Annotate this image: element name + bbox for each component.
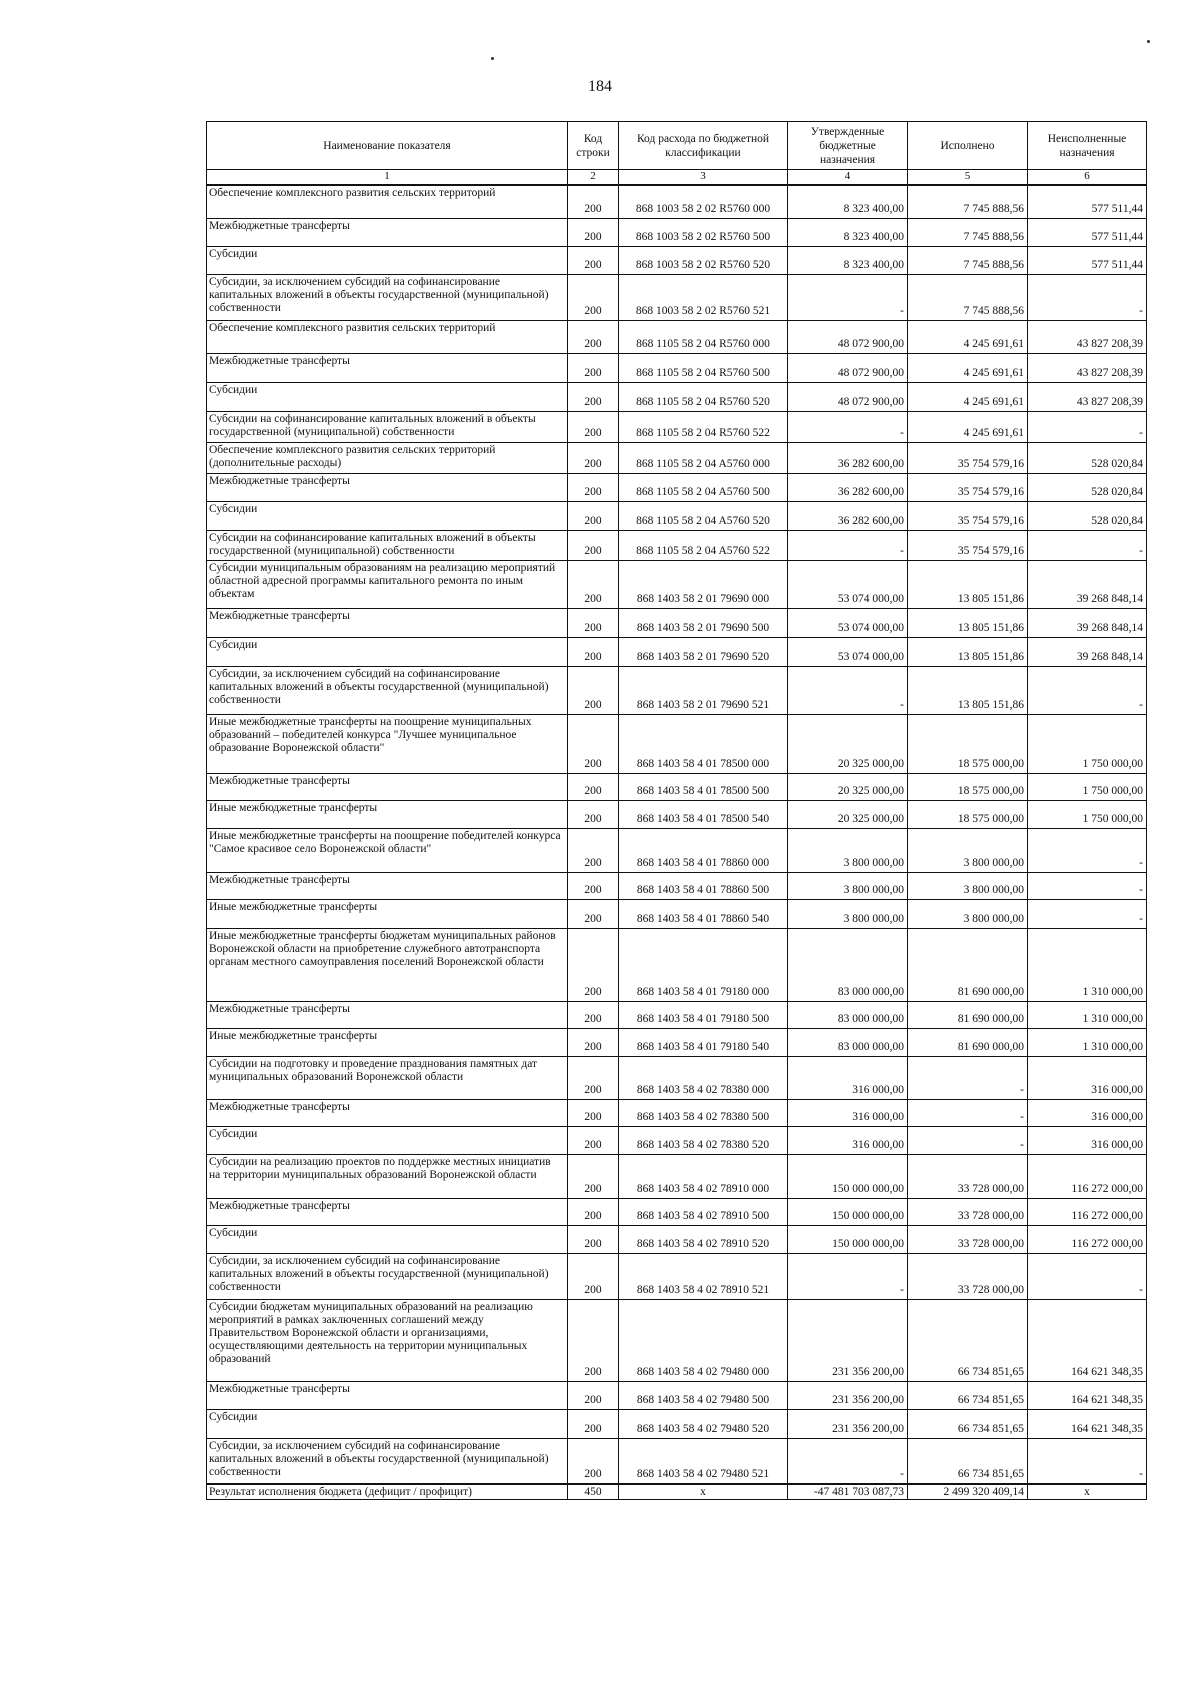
row-name: Иные межбюджетные трансферты bbox=[207, 800, 568, 828]
row-executed: 7 745 888,56 bbox=[908, 274, 1028, 320]
row-code: 200 bbox=[568, 899, 619, 928]
table-row bbox=[207, 320, 1147, 353]
row-approved: 150 000 000,00 bbox=[788, 1198, 908, 1225]
row-approved: 53 074 000,00 bbox=[788, 637, 908, 666]
row-name: Иные межбюджетные трансферты на поощрение муниципальных образований – победителей конкурса "Лучшее муниципальное образование Воронежской области" bbox=[207, 714, 568, 773]
row-name: Субсидии bbox=[207, 1225, 568, 1253]
row-classification: 868 1403 58 4 02 78910 521 bbox=[619, 1253, 788, 1299]
row-classification: 868 1003 58 2 02 R5760 521 bbox=[619, 274, 788, 320]
column-number: 4 bbox=[788, 170, 908, 186]
row-name: Межбюджетные трансферты bbox=[207, 1381, 568, 1409]
row-classification: 868 1403 58 4 01 79180 000 bbox=[619, 928, 788, 1001]
total-approved: -47 481 703 087,73 bbox=[788, 1484, 908, 1500]
row-classification: 868 1403 58 4 01 78860 500 bbox=[619, 872, 788, 899]
row-unexecuted: 43 827 208,39 bbox=[1028, 320, 1147, 353]
row-name: Обеспечение комплексного развития сельских территорий bbox=[207, 320, 568, 353]
row-approved: 53 074 000,00 bbox=[788, 608, 908, 637]
row-code: 200 bbox=[568, 1099, 619, 1126]
row-code: 200 bbox=[568, 530, 619, 560]
row-name: Субсидии bbox=[207, 637, 568, 666]
row-approved: 316 000,00 bbox=[788, 1126, 908, 1154]
table-row bbox=[207, 608, 1147, 637]
row-approved: 150 000 000,00 bbox=[788, 1225, 908, 1253]
row-unexecuted: 316 000,00 bbox=[1028, 1126, 1147, 1154]
table-row bbox=[207, 1001, 1147, 1028]
row-approved: 231 356 200,00 bbox=[788, 1299, 908, 1381]
row-approved: - bbox=[788, 274, 908, 320]
table-row bbox=[207, 246, 1147, 274]
row-name: Иные межбюджетные трансферты на поощрение победителей конкурса "Самое красивое село Воронежской области" bbox=[207, 828, 568, 872]
column-number: 6 bbox=[1028, 170, 1147, 186]
row-executed: 35 754 579,16 bbox=[908, 473, 1028, 501]
row-approved: 8 323 400,00 bbox=[788, 218, 908, 246]
row-classification: 868 1105 58 2 04 A5760 500 bbox=[619, 473, 788, 501]
row-approved: 3 800 000,00 bbox=[788, 872, 908, 899]
row-executed: 35 754 579,16 bbox=[908, 442, 1028, 473]
row-unexecuted: 577 511,44 bbox=[1028, 218, 1147, 246]
row-unexecuted: 577 511,44 bbox=[1028, 246, 1147, 274]
table-row bbox=[207, 501, 1147, 530]
row-code: 200 bbox=[568, 411, 619, 442]
row-classification: 868 1403 58 4 01 78860 000 bbox=[619, 828, 788, 872]
row-code: 200 bbox=[568, 872, 619, 899]
table-row bbox=[207, 1438, 1147, 1484]
row-unexecuted: - bbox=[1028, 1438, 1147, 1484]
table-header bbox=[207, 122, 1147, 186]
row-classification: 868 1403 58 4 01 79180 540 bbox=[619, 1028, 788, 1056]
row-code: 200 bbox=[568, 666, 619, 714]
row-executed: - bbox=[908, 1099, 1028, 1126]
row-unexecuted: - bbox=[1028, 274, 1147, 320]
row-unexecuted: 1 310 000,00 bbox=[1028, 1001, 1147, 1028]
row-name: Межбюджетные трансферты bbox=[207, 1198, 568, 1225]
row-code: 200 bbox=[568, 1299, 619, 1381]
row-classification: 868 1003 58 2 02 R5760 000 bbox=[619, 185, 788, 218]
row-executed: 33 728 000,00 bbox=[908, 1154, 1028, 1198]
page-number: 184 bbox=[588, 78, 612, 95]
row-executed: 3 800 000,00 bbox=[908, 828, 1028, 872]
row-classification: 868 1403 58 4 01 78500 540 bbox=[619, 800, 788, 828]
row-code: 200 bbox=[568, 382, 619, 411]
row-executed: 81 690 000,00 bbox=[908, 1001, 1028, 1028]
table-row bbox=[207, 274, 1147, 320]
row-code: 200 bbox=[568, 1126, 619, 1154]
row-name: Субсидии на софинансирование капитальных вложений в объекты государственной (муниципальной) собственности bbox=[207, 530, 568, 560]
table-body bbox=[207, 185, 1147, 1484]
row-unexecuted: 43 827 208,39 bbox=[1028, 353, 1147, 382]
table-row bbox=[207, 353, 1147, 382]
row-code: 200 bbox=[568, 1253, 619, 1299]
row-executed: 13 805 151,86 bbox=[908, 608, 1028, 637]
row-executed: 13 805 151,86 bbox=[908, 666, 1028, 714]
row-name: Субсидии, за исключением субсидий на софинансирование капитальных вложений в объекты государственной (муниципальной) собственности bbox=[207, 274, 568, 320]
table-row bbox=[207, 1299, 1147, 1381]
table-row bbox=[207, 1409, 1147, 1438]
table-row bbox=[207, 1099, 1147, 1126]
header-code: Код строки bbox=[568, 122, 619, 170]
row-approved: - bbox=[788, 411, 908, 442]
row-code: 200 bbox=[568, 1381, 619, 1409]
row-unexecuted: 116 272 000,00 bbox=[1028, 1198, 1147, 1225]
row-name: Субсидии на софинансирование капитальных вложений в объекты государственной (муниципальной) собственности bbox=[207, 411, 568, 442]
row-code: 200 bbox=[568, 274, 619, 320]
row-unexecuted: - bbox=[1028, 899, 1147, 928]
header-classification: Код расхода по бюджетной классификации bbox=[619, 122, 788, 170]
row-approved: 20 325 000,00 bbox=[788, 800, 908, 828]
row-approved: 36 282 600,00 bbox=[788, 442, 908, 473]
row-code: 200 bbox=[568, 608, 619, 637]
row-classification: 868 1105 58 2 04 A5760 000 bbox=[619, 442, 788, 473]
row-name: Субсидии бюджетам муниципальных образований на реализацию мероприятий в рамках заключенных соглашений между Правительством Воронежской области и организациями, осуществляющими деятельность на территории муниципальных образований bbox=[207, 1299, 568, 1381]
row-code: 200 bbox=[568, 1225, 619, 1253]
row-name: Иные межбюджетные трансферты bbox=[207, 899, 568, 928]
row-code: 200 bbox=[568, 1438, 619, 1484]
table-row bbox=[207, 1381, 1147, 1409]
row-code: 200 bbox=[568, 353, 619, 382]
row-unexecuted: - bbox=[1028, 828, 1147, 872]
row-unexecuted: 1 750 000,00 bbox=[1028, 800, 1147, 828]
row-unexecuted: 39 268 848,14 bbox=[1028, 608, 1147, 637]
row-unexecuted: 1 750 000,00 bbox=[1028, 714, 1147, 773]
row-executed: 35 754 579,16 bbox=[908, 501, 1028, 530]
row-name: Субсидии, за исключением субсидий на софинансирование капитальных вложений в объекты государственной (муниципальной) собственности bbox=[207, 1253, 568, 1299]
row-approved: 48 072 900,00 bbox=[788, 353, 908, 382]
row-code: 200 bbox=[568, 1056, 619, 1099]
row-code: 200 bbox=[568, 773, 619, 800]
total-row bbox=[207, 1484, 1147, 1500]
row-executed: 13 805 151,86 bbox=[908, 637, 1028, 666]
row-classification: 868 1403 58 4 02 79480 521 bbox=[619, 1438, 788, 1484]
row-approved: 3 800 000,00 bbox=[788, 899, 908, 928]
row-name: Субсидии bbox=[207, 501, 568, 530]
row-approved: - bbox=[788, 666, 908, 714]
row-executed: 66 734 851,65 bbox=[908, 1381, 1028, 1409]
row-unexecuted: 577 511,44 bbox=[1028, 185, 1147, 218]
row-unexecuted: 39 268 848,14 bbox=[1028, 560, 1147, 608]
row-unexecuted: - bbox=[1028, 530, 1147, 560]
row-name: Субсидии муниципальным образованиям на реализацию мероприятий областной адресной программы капитального ремонта по иным объектам bbox=[207, 560, 568, 608]
row-name: Межбюджетные трансферты bbox=[207, 608, 568, 637]
row-classification: 868 1403 58 4 02 78380 500 bbox=[619, 1099, 788, 1126]
row-code: 200 bbox=[568, 246, 619, 274]
column-number: 1 bbox=[207, 170, 568, 186]
row-classification: 868 1105 58 2 04 A5760 520 bbox=[619, 501, 788, 530]
row-approved: 83 000 000,00 bbox=[788, 928, 908, 1001]
row-unexecuted: 164 621 348,35 bbox=[1028, 1299, 1147, 1381]
row-classification: 868 1403 58 4 02 78910 500 bbox=[619, 1198, 788, 1225]
row-approved: 83 000 000,00 bbox=[788, 1001, 908, 1028]
row-name: Субсидии, за исключением субсидий на софинансирование капитальных вложений в объекты государственной (муниципальной) собственности bbox=[207, 666, 568, 714]
row-executed: 66 734 851,65 bbox=[908, 1299, 1028, 1381]
row-approved: 316 000,00 bbox=[788, 1099, 908, 1126]
total-unexecuted: x bbox=[1028, 1484, 1147, 1500]
row-code: 200 bbox=[568, 442, 619, 473]
column-number-row bbox=[207, 170, 1147, 186]
table-row bbox=[207, 1154, 1147, 1198]
row-approved: 53 074 000,00 bbox=[788, 560, 908, 608]
row-approved: 83 000 000,00 bbox=[788, 1028, 908, 1056]
row-unexecuted: 316 000,00 bbox=[1028, 1056, 1147, 1099]
scan-speck-mark bbox=[1147, 40, 1150, 43]
row-name: Субсидии на реализацию проектов по поддержке местных инициатив на территории муниципальных образований Воронежской области bbox=[207, 1154, 568, 1198]
row-name: Межбюджетные трансферты bbox=[207, 1001, 568, 1028]
row-classification: 868 1105 58 2 04 R5760 500 bbox=[619, 353, 788, 382]
table-row bbox=[207, 473, 1147, 501]
row-code: 200 bbox=[568, 828, 619, 872]
row-executed: 3 800 000,00 bbox=[908, 899, 1028, 928]
row-executed: 3 800 000,00 bbox=[908, 872, 1028, 899]
table-row bbox=[207, 872, 1147, 899]
row-executed: 33 728 000,00 bbox=[908, 1225, 1028, 1253]
row-classification: 868 1403 58 4 02 78380 520 bbox=[619, 1126, 788, 1154]
row-executed: 13 805 151,86 bbox=[908, 560, 1028, 608]
row-classification: 868 1403 58 4 01 79180 500 bbox=[619, 1001, 788, 1028]
row-code: 200 bbox=[568, 1198, 619, 1225]
row-approved: 8 323 400,00 bbox=[788, 246, 908, 274]
row-executed: 7 745 888,56 bbox=[908, 246, 1028, 274]
row-approved: - bbox=[788, 1438, 908, 1484]
row-classification: 868 1403 58 4 01 78860 540 bbox=[619, 899, 788, 928]
row-classification: 868 1003 58 2 02 R5760 520 bbox=[619, 246, 788, 274]
row-classification: 868 1403 58 2 01 79690 520 bbox=[619, 637, 788, 666]
total-classification: x bbox=[619, 1484, 788, 1500]
row-executed: 66 734 851,65 bbox=[908, 1409, 1028, 1438]
table-row bbox=[207, 530, 1147, 560]
row-approved: 36 282 600,00 bbox=[788, 473, 908, 501]
row-classification: 868 1403 58 2 01 79690 000 bbox=[619, 560, 788, 608]
table-row bbox=[207, 928, 1147, 1001]
header-approved: Утвержденные бюджетные назначения bbox=[788, 122, 908, 170]
row-executed: - bbox=[908, 1056, 1028, 1099]
table-row bbox=[207, 560, 1147, 608]
row-name: Субсидии bbox=[207, 1409, 568, 1438]
row-code: 200 bbox=[568, 218, 619, 246]
row-classification: 868 1403 58 4 02 79480 520 bbox=[619, 1409, 788, 1438]
row-classification: 868 1403 58 4 02 78380 000 bbox=[619, 1056, 788, 1099]
row-executed: - bbox=[908, 1126, 1028, 1154]
row-unexecuted: 164 621 348,35 bbox=[1028, 1381, 1147, 1409]
table-row bbox=[207, 773, 1147, 800]
row-name: Субсидии, за исключением субсидий на софинансирование капитальных вложений в объекты государственной (муниципальной) собственности bbox=[207, 1438, 568, 1484]
row-name: Обеспечение комплексного развития сельских территорий (дополнительные расходы) bbox=[207, 442, 568, 473]
row-name: Межбюджетные трансферты bbox=[207, 773, 568, 800]
column-number: 3 bbox=[619, 170, 788, 186]
row-approved: 48 072 900,00 bbox=[788, 382, 908, 411]
table-row bbox=[207, 411, 1147, 442]
row-approved: 316 000,00 bbox=[788, 1056, 908, 1099]
table-row bbox=[207, 185, 1147, 218]
row-unexecuted: 116 272 000,00 bbox=[1028, 1225, 1147, 1253]
row-unexecuted: 43 827 208,39 bbox=[1028, 382, 1147, 411]
column-number: 5 bbox=[908, 170, 1028, 186]
table-row bbox=[207, 637, 1147, 666]
row-executed: 4 245 691,61 bbox=[908, 353, 1028, 382]
total-name: Результат исполнения бюджета (дефицит / профицит) bbox=[207, 1484, 568, 1500]
row-code: 200 bbox=[568, 1409, 619, 1438]
row-unexecuted: 116 272 000,00 bbox=[1028, 1154, 1147, 1198]
row-unexecuted: - bbox=[1028, 872, 1147, 899]
row-approved: 231 356 200,00 bbox=[788, 1381, 908, 1409]
table-row bbox=[207, 1253, 1147, 1299]
row-executed: 81 690 000,00 bbox=[908, 928, 1028, 1001]
row-classification: 868 1403 58 4 01 78500 500 bbox=[619, 773, 788, 800]
row-classification: 868 1003 58 2 02 R5760 500 bbox=[619, 218, 788, 246]
total-code: 450 bbox=[568, 1484, 619, 1500]
table-row bbox=[207, 218, 1147, 246]
row-unexecuted: 1 310 000,00 bbox=[1028, 928, 1147, 1001]
row-name: Межбюджетные трансферты bbox=[207, 872, 568, 899]
row-approved: 20 325 000,00 bbox=[788, 773, 908, 800]
row-name: Обеспечение комплексного развития сельских территорий bbox=[207, 185, 568, 218]
row-code: 200 bbox=[568, 637, 619, 666]
row-name: Межбюджетные трансферты bbox=[207, 1099, 568, 1126]
row-code: 200 bbox=[568, 1001, 619, 1028]
row-executed: 33 728 000,00 bbox=[908, 1253, 1028, 1299]
row-code: 200 bbox=[568, 185, 619, 218]
header-executed: Исполнено bbox=[908, 122, 1028, 170]
row-approved: - bbox=[788, 1253, 908, 1299]
row-executed: 4 245 691,61 bbox=[908, 320, 1028, 353]
row-code: 200 bbox=[568, 501, 619, 530]
row-executed: 4 245 691,61 bbox=[908, 382, 1028, 411]
row-unexecuted: - bbox=[1028, 666, 1147, 714]
row-unexecuted: 1 310 000,00 bbox=[1028, 1028, 1147, 1056]
row-approved: - bbox=[788, 530, 908, 560]
row-code: 200 bbox=[568, 473, 619, 501]
table-row bbox=[207, 442, 1147, 473]
row-name: Межбюджетные трансферты bbox=[207, 218, 568, 246]
table-row bbox=[207, 1028, 1147, 1056]
table-row bbox=[207, 800, 1147, 828]
header-unexecuted: Неисполненные назначения bbox=[1028, 122, 1147, 170]
row-classification: 868 1403 58 4 02 78910 000 bbox=[619, 1154, 788, 1198]
row-executed: 81 690 000,00 bbox=[908, 1028, 1028, 1056]
row-classification: 868 1403 58 4 02 79480 500 bbox=[619, 1381, 788, 1409]
row-unexecuted: 528 020,84 bbox=[1028, 501, 1147, 530]
row-classification: 868 1403 58 4 01 78500 000 bbox=[619, 714, 788, 773]
row-name: Субсидии bbox=[207, 246, 568, 274]
row-name: Межбюджетные трансферты bbox=[207, 473, 568, 501]
row-code: 200 bbox=[568, 714, 619, 773]
row-approved: 3 800 000,00 bbox=[788, 828, 908, 872]
table-row bbox=[207, 666, 1147, 714]
table-row bbox=[207, 1198, 1147, 1225]
budget-execution-table bbox=[206, 121, 1147, 1500]
row-executed: 33 728 000,00 bbox=[908, 1198, 1028, 1225]
table-row bbox=[207, 899, 1147, 928]
row-approved: 150 000 000,00 bbox=[788, 1154, 908, 1198]
row-unexecuted: 528 020,84 bbox=[1028, 473, 1147, 501]
row-name: Субсидии bbox=[207, 382, 568, 411]
column-number: 2 bbox=[568, 170, 619, 186]
row-code: 200 bbox=[568, 928, 619, 1001]
row-executed: 66 734 851,65 bbox=[908, 1438, 1028, 1484]
row-approved: 8 323 400,00 bbox=[788, 185, 908, 218]
row-name: Иные межбюджетные трансферты bbox=[207, 1028, 568, 1056]
row-code: 200 bbox=[568, 1028, 619, 1056]
row-unexecuted: 164 621 348,35 bbox=[1028, 1409, 1147, 1438]
row-approved: 36 282 600,00 bbox=[788, 501, 908, 530]
row-classification: 868 1403 58 2 01 79690 500 bbox=[619, 608, 788, 637]
row-code: 200 bbox=[568, 560, 619, 608]
row-classification: 868 1105 58 2 04 A5760 522 bbox=[619, 530, 788, 560]
row-executed: 18 575 000,00 bbox=[908, 800, 1028, 828]
row-name: Иные межбюджетные трансферты бюджетам муниципальных районов Воронежской области на приобретение служебного автотранспорта органам местного самоуправления поселений Воронежской области bbox=[207, 928, 568, 1001]
table-row bbox=[207, 1225, 1147, 1253]
row-executed: 18 575 000,00 bbox=[908, 714, 1028, 773]
row-approved: 231 356 200,00 bbox=[788, 1409, 908, 1438]
row-code: 200 bbox=[568, 320, 619, 353]
total-executed: 2 499 320 409,14 bbox=[908, 1484, 1028, 1500]
row-executed: 7 745 888,56 bbox=[908, 218, 1028, 246]
table-row bbox=[207, 828, 1147, 872]
table-row bbox=[207, 1126, 1147, 1154]
row-classification: 868 1403 58 4 02 79480 000 bbox=[619, 1299, 788, 1381]
row-unexecuted: 528 020,84 bbox=[1028, 442, 1147, 473]
row-code: 200 bbox=[568, 800, 619, 828]
row-approved: 48 072 900,00 bbox=[788, 320, 908, 353]
row-executed: 18 575 000,00 bbox=[908, 773, 1028, 800]
row-approved: 20 325 000,00 bbox=[788, 714, 908, 773]
row-classification: 868 1105 58 2 04 R5760 000 bbox=[619, 320, 788, 353]
table-row bbox=[207, 1056, 1147, 1099]
table-row bbox=[207, 714, 1147, 773]
row-classification: 868 1105 58 2 04 R5760 520 bbox=[619, 382, 788, 411]
row-classification: 868 1403 58 4 02 78910 520 bbox=[619, 1225, 788, 1253]
row-code: 200 bbox=[568, 1154, 619, 1198]
row-classification: 868 1105 58 2 04 R5760 522 bbox=[619, 411, 788, 442]
row-name: Субсидии bbox=[207, 1126, 568, 1154]
table-row bbox=[207, 382, 1147, 411]
header-name: Наименование показателя bbox=[207, 122, 568, 170]
row-unexecuted: - bbox=[1028, 411, 1147, 442]
row-unexecuted: - bbox=[1028, 1253, 1147, 1299]
row-executed: 35 754 579,16 bbox=[908, 530, 1028, 560]
row-unexecuted: 316 000,00 bbox=[1028, 1099, 1147, 1126]
scan-speck-mark bbox=[491, 57, 494, 60]
row-executed: 7 745 888,56 bbox=[908, 185, 1028, 218]
row-classification: 868 1403 58 2 01 79690 521 bbox=[619, 666, 788, 714]
row-executed: 4 245 691,61 bbox=[908, 411, 1028, 442]
row-name: Межбюджетные трансферты bbox=[207, 353, 568, 382]
row-unexecuted: 1 750 000,00 bbox=[1028, 773, 1147, 800]
row-unexecuted: 39 268 848,14 bbox=[1028, 637, 1147, 666]
row-name: Субсидии на подготовку и проведение празднования памятных дат муниципальных образований Воронежской области bbox=[207, 1056, 568, 1099]
